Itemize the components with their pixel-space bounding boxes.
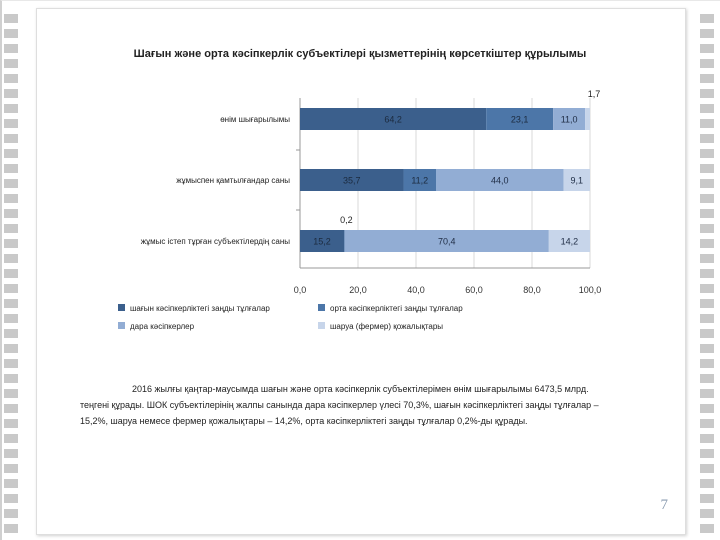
chart-title: Шағын және орта кәсіпкерлік субъектілері қызметтерінің көрсеткіштер құрылымы [133, 48, 587, 60]
x-tick-label: 60,0 [465, 285, 483, 295]
data-label: 70,4 [437, 236, 456, 247]
category-label: өнім шығарылымы [220, 115, 290, 124]
legend-swatch [118, 304, 125, 311]
data-label: 44,0 [491, 175, 509, 186]
data-label: 15,2 [313, 236, 331, 247]
data-label: 11,0 [560, 114, 578, 125]
description-text [80, 381, 610, 429]
category-label: жұмыс істеп тұрған субъектілердің саны [140, 237, 290, 246]
legend-label: дара кәсіпкерлер [130, 322, 195, 331]
data-label: 0,2 [340, 215, 353, 225]
legend-label: орта кәсіпкерліктегі заңды тұлғалар [330, 304, 463, 313]
x-tick-label: 100,0 [578, 285, 602, 295]
data-label: 14,2 [560, 236, 579, 247]
legend-label: шағын кәсіпкерліктегі заңды тұлғалар [130, 304, 270, 313]
bar-segment [585, 108, 590, 130]
legend-swatch [118, 322, 125, 329]
data-label: 35,7 [342, 175, 361, 186]
data-label: 9,1 [570, 175, 584, 186]
x-tick-label: 40,0 [407, 285, 425, 295]
legend-label: шаруа (фермер) қожалықтары [330, 322, 444, 331]
data-label: 64,2 [384, 114, 402, 125]
x-tick-label: 80,0 [523, 285, 541, 295]
data-label: 23,1 [510, 114, 529, 125]
data-label: 11,2 [411, 175, 429, 186]
legend-swatch [318, 304, 325, 311]
data-label: 1,7 [587, 89, 601, 99]
category-label: жұмыспен қамтылғандар саны [176, 176, 290, 185]
x-tick-label: 20,0 [349, 285, 367, 295]
legend-swatch [318, 322, 325, 329]
page-number: 7 [660, 497, 668, 513]
description-paragraph: 2016 жылғы қаңтар-маусымда шағын және орта кәсіпкерлік субъектілерімен өнім шығарылымы 6473,5 млрд. теңгені құрады. ШОК субъектілерінің жалпы санында дара кәсіпкерлер үлесі 70,3%, шағын кәсіпкерліктегі заңды тұлғалар – 15,2%, шаруа немесе фермер қожалықтары – 14,2%, орта кәсіпкерліктегі заңды тұлғалар 0,2%-ды құрады. [80, 384, 599, 426]
x-tick-label: 0,0 [293, 285, 307, 295]
